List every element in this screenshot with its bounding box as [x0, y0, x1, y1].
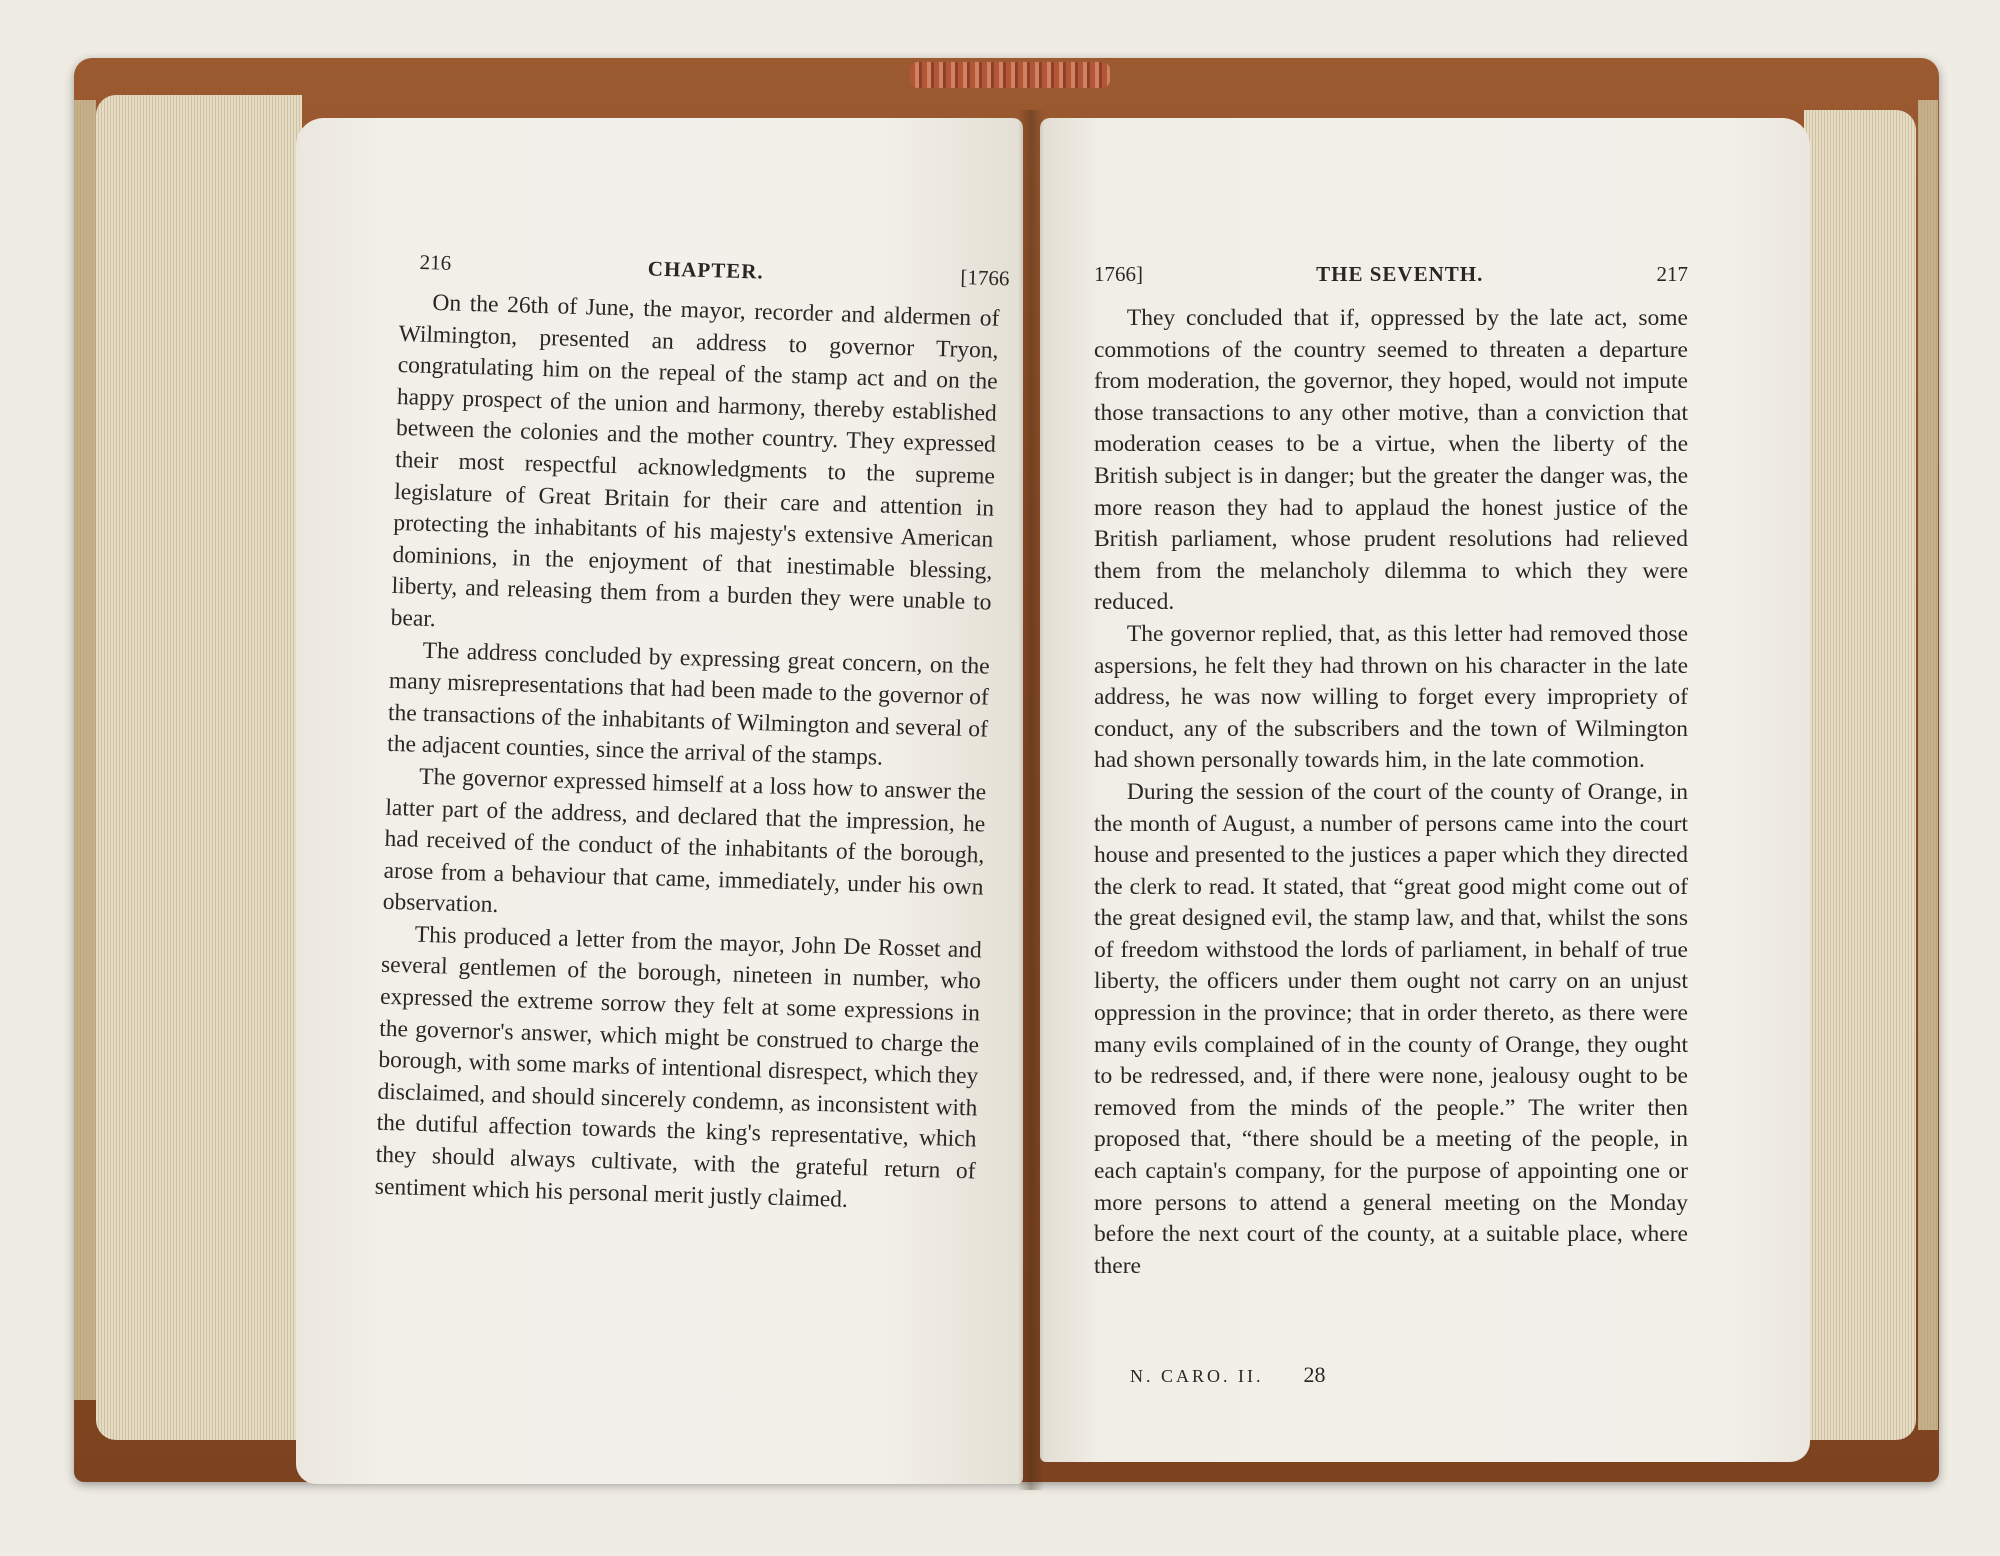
cover-cloth-right [1918, 100, 1938, 1430]
left-year-tag: [1766 [960, 265, 1010, 291]
page-edges-right [1804, 110, 1916, 1440]
left-paragraph: This produced a letter from the mayor, John De Rosset and several gentlemen of the borough, nineteen in number, who expressed the extreme sorrow they felt at some expressions in the governor's answer, which might be construed to charge the borough, with some marks of intentional disrespect, which they disclaimed, and should sincerely condemn, as inconsistent with the dutiful affection towards the king's representative, which they should always cultivate, with the grateful return of sentiment which his personal merit justly claimed. [374, 921, 983, 1213]
right-year-tag: 1766] [1094, 262, 1143, 286]
right-running-head [1094, 262, 1688, 287]
left-paragraph: The governor expressed himself at a loss how to answer the latter part of the address, and declared that the impression, he had received of the conduct of the inhabitants of the borough, arose from a behaviour that came, immediately, under his own observation. [382, 763, 987, 919]
left-paragraph: On the 26th of June, the mayor, recorder and aldermen of Wilmington, presented an address to governor Tryon, congratulating him on the repeal of the stamp act and on the happy prospect of the union and harmony, thereby established between the colonies and the mother country. They expressed their most respectful acknowledgments to the supreme legislature of Great Britain for their care and attention in protecting the inhabitants of his majesty's extensive American dominions, in the enjoyment of that inestimable blessing, liberty, and releasing them from a burden they were unable to bear. [390, 289, 1000, 633]
page-edges-left [96, 95, 302, 1440]
cover-cloth-left [74, 100, 96, 1400]
right-page-number: 217 [1656, 262, 1688, 286]
book-gutter [1018, 110, 1044, 1490]
right-paragraph: During the session of the court of the county of Orange, in the month of August, a number of persons came into the court house and presented to the justices a paper which they directed the clerk to read. It stated, that “great good might come out of the great designed evil, the stamp law, and that, whilst the sons of freedom withstood the lords of parliament, in behalf of true liberty, the officers under them ought not carry on an unjust oppression in the province; that in order thereto, as there were many evils complained of in the county of Orange, they ought to be redressed, and, if there were none, jealousy ought to be removed from the minds of the people.” The writer then proposed that, “there should be a meeting of the people, in each captain's company, for the purpose of appointing one or more persons to attend a general meeting on the Monday before the next court of the county, at a suitable place, where there [1094, 778, 1688, 1279]
spine-headband [910, 62, 1110, 88]
signature-number: 28 [1303, 1362, 1326, 1387]
signature-line [1130, 1362, 1390, 1388]
left-paragraph: The address concluded by expressing great concern, on the many misrepresentations that had been made to the governor of the transactions of the inhabitants of Wilmington and several of the adjacent counties, since the arrival of the stamps. [386, 637, 991, 771]
signature-mark: N. CARO. II. [1130, 1366, 1264, 1386]
left-running-title: CHAPTER. [647, 256, 765, 284]
right-page-text [1094, 303, 1688, 1282]
left-page-number: 216 [419, 250, 452, 275]
right-paragraph: They concluded that if, oppressed by the late act, some commotions of the country seemed to threaten a departure from moderation, the governor, they hoped, would not impute those transactions to any other motive, than a conviction that moderation ceases to be a virtue, when the liberty of the British subject is in danger; but the greater the danger was, the more reason they had to applaud the honest justice of the British parliament, whose prudent resolutions had relieved them from the melancholy dilemma to which they were reduced. [1094, 305, 1688, 616]
right-paragraph: The governor replied, that, as this letter had removed those aspersions, he felt they had thrown on his character in the late address, he was now willing to forget every impropriety of conduct, any of the subscribers and the town of Wilmington had shown personally towards him, in the late commotion. [1094, 620, 1688, 774]
right-running-title: THE SEVENTH. [1316, 262, 1484, 286]
left-page-text [374, 287, 999, 1220]
